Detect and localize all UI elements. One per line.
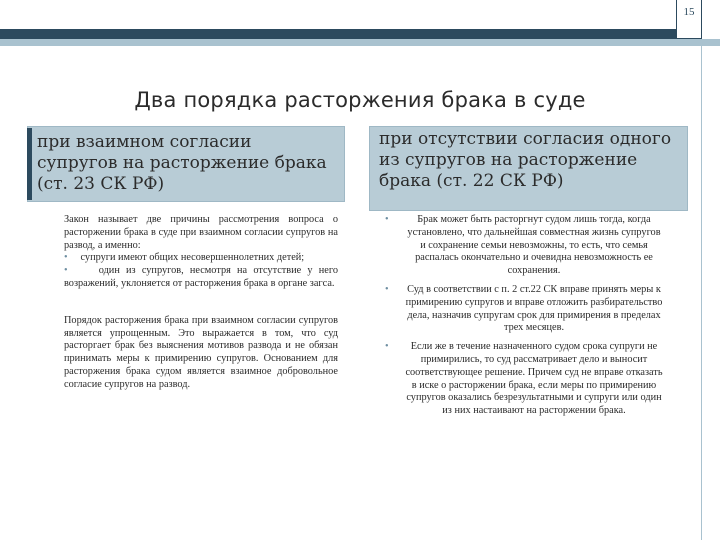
right-column-heading	[369, 126, 688, 211]
header-light-bar	[0, 39, 720, 46]
right-bullet-text: Если же в течение назначенного судом срока супруги не примирились, то суд рассматривает дело и выносит соответствующее решение. Причем суд не вправе отказать в иске о расторжении брака, если меры по примирению супругов оказались безрезультатными и супруги или один из них настаивают на расторжении брака.	[405, 341, 663, 417]
right-bullet	[385, 341, 685, 418]
left-heading-accent-strip	[27, 128, 32, 200]
left-intro-text: Закон называет две причины рассмотрения вопроса о расторжении брака в суде при взаимном согласии супругов на развод, а именно:	[64, 214, 338, 251]
left-heading-text: при взаимном согласии супругов на расторжение брака (ст. 23 СК РФ)	[37, 132, 327, 194]
bullet-icon: •	[385, 214, 389, 225]
page-number: 15	[683, 6, 695, 18]
header-dark-bar	[0, 29, 676, 39]
slide-title: Два порядка расторжения брака в суде	[134, 88, 586, 112]
right-bullet-text: Брак может быть расторгнут судом лишь тогда, когда установлено, что дальнейшая совместная жизнь супругов и сохранение семьи невозможны, то есть, что семья распалась окончательно и очевидна невозможность ее сохранения.	[407, 214, 661, 277]
left-column-body	[64, 214, 338, 392]
right-bullet	[385, 214, 685, 278]
left-bullet-text: один из супругов, несмотря на отсутствие у него возражений, уклоняется от расторжения брака в органе загса.	[64, 265, 338, 289]
left-column-heading	[27, 126, 345, 202]
bullet-icon: •	[64, 265, 68, 277]
right-heading-text: при отсутствии согласия одного из супругов на расторжение брака (ст. 22 СК РФ)	[379, 129, 672, 191]
paragraph-gap	[64, 291, 338, 315]
right-bullet-text: Суд в соответствии с п. 2 ст.22 СК вправе принять меры к примирению супругов и вправе отложить разбирательство дела, назначив супругам срок для примирения в пределах трех месяцев.	[405, 283, 663, 334]
bullet-icon: •	[385, 283, 389, 295]
right-bullet-list	[385, 214, 685, 418]
left-bullet	[64, 265, 338, 291]
right-edge-line	[701, 39, 702, 540]
right-column-body	[385, 214, 685, 424]
left-intro	[64, 214, 338, 291]
left-bullet-text: супруги имеют общих несовершеннолетних детей;	[80, 252, 305, 264]
left-paragraph: Порядок расторжения брака при взаимном согласии супругов является упрощенным. Это выражается в том, что суд расторгает брак без выяснения мотивов развода и не обязан принимать меры к примирению супругов. Основанием для расторжения брака судом является взаимное добровольное согласие супругов на развод.	[64, 314, 338, 390]
bullet-icon: •	[64, 252, 68, 264]
bullet-icon: •	[385, 341, 389, 353]
left-bullet	[64, 252, 338, 265]
right-bullet	[385, 284, 685, 335]
